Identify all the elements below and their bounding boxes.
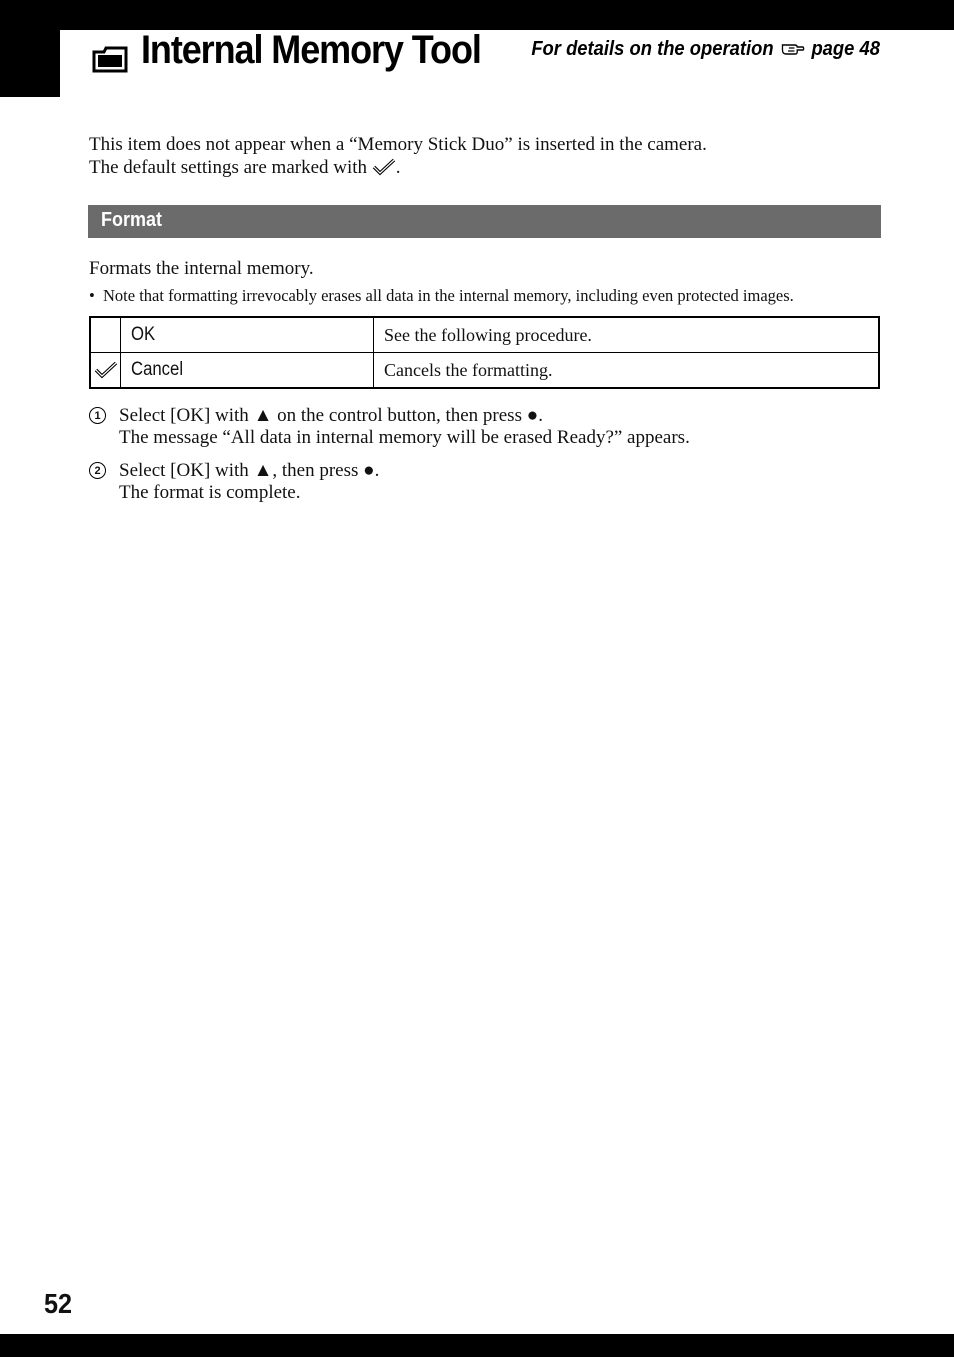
center-button-icon: ● <box>526 405 539 426</box>
default-mark-cell <box>90 353 121 389</box>
default-check-icon <box>372 158 396 176</box>
step-number: 2 <box>89 462 106 479</box>
step-result: The format is complete. <box>119 482 301 503</box>
option-label: Cancel <box>121 353 374 389</box>
intro-line-1: This item does not appear when a “Memory Stick Duo” is inserted in the camera. <box>89 134 707 155</box>
up-arrow-icon: ▲ <box>253 460 273 481</box>
default-check-icon <box>94 361 118 379</box>
section-header-format <box>88 205 881 238</box>
up-arrow-icon: ▲ <box>253 405 273 426</box>
section-note <box>89 286 794 306</box>
step-result: The message “All data in internal memory will be erased Ready?” appears. <box>119 427 690 448</box>
option-detail: See the following procedure. <box>374 317 880 353</box>
corner-tab <box>0 0 60 97</box>
procedure-step <box>89 460 379 504</box>
section-title: Format <box>101 209 163 231</box>
intro-line-2-period: . <box>395 157 401 178</box>
option-detail: Cancels the formatting. <box>374 353 880 389</box>
intro-line-2 <box>89 156 707 179</box>
intro-line-2-text: The default settings are marked with <box>89 157 368 178</box>
step-instruction: Select [OK] with ▲, then press ●. <box>119 460 380 481</box>
internal-memory-icon <box>90 40 130 74</box>
top-bar <box>0 0 954 30</box>
operation-ref-page: page 48 <box>811 38 880 60</box>
note-bullet: • <box>89 286 95 305</box>
table-row <box>90 317 879 353</box>
step-number: 1 <box>89 407 106 424</box>
page-number: 52 <box>44 1288 73 1319</box>
intro-text <box>89 133 707 179</box>
step-instruction: Select [OK] with ▲ on the control button, then press ●. <box>119 405 543 426</box>
note-text: Note that formatting irrevocably erases all data in the internal memory, including even protected images. <box>103 286 794 305</box>
procedure-step <box>89 405 690 449</box>
default-mark-cell <box>90 317 121 353</box>
page-title: Internal Memory Tool <box>141 28 481 72</box>
operation-reference <box>531 38 880 61</box>
table-row <box>90 353 879 389</box>
center-button-icon: ● <box>363 460 375 481</box>
section-description: Formats the internal memory. <box>89 258 314 279</box>
pointing-hand-icon <box>781 39 805 57</box>
options-table <box>89 316 880 389</box>
option-label: OK <box>121 317 374 353</box>
operation-ref-text: For details on the operation <box>531 38 774 60</box>
bottom-bar <box>0 1334 954 1357</box>
